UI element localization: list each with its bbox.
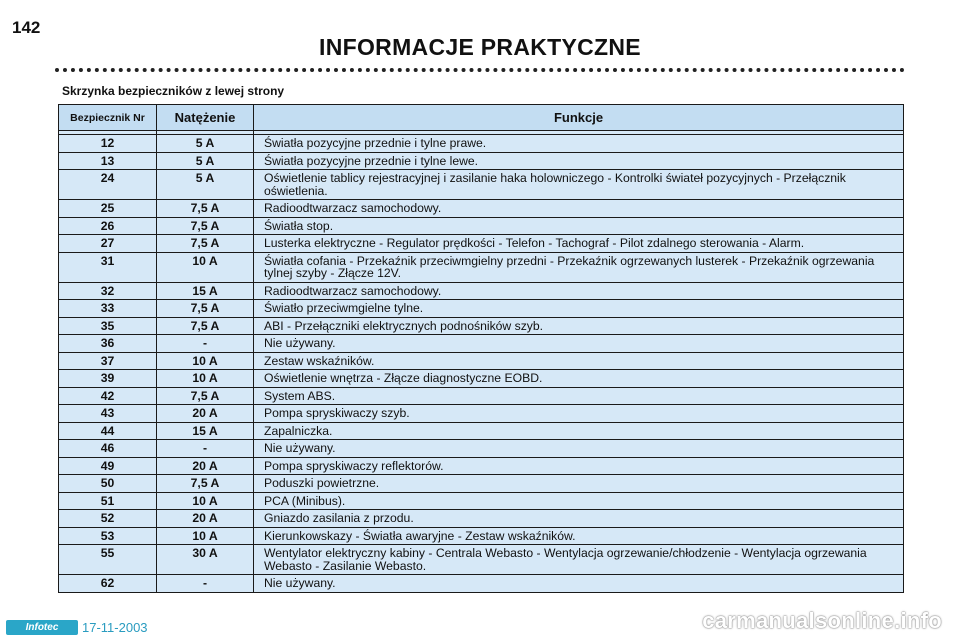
function-cell: Zapalniczka. <box>254 422 904 440</box>
table-row <box>59 492 904 510</box>
function-cell: Radioodtwarzacz samochodowy. <box>254 200 904 218</box>
function-cell: Nie używany. <box>254 335 904 353</box>
amperage-cell: 5 A <box>157 135 254 153</box>
function-cell: Światła pozycyjne przednie i tylne prawe. <box>254 135 904 153</box>
table-row <box>59 282 904 300</box>
table-row <box>59 335 904 353</box>
amperage-cell: 7,5 A <box>157 317 254 335</box>
table-row <box>59 300 904 318</box>
amperage-cell: 5 A <box>157 170 254 200</box>
function-cell: Światła cofania - Przekaźnik przeciwmgielny przedni - Przekaźnik ogrzewanych lusterek - Przekaźnik ogrzewania tylnej szyby - Złącze 12V. <box>254 252 904 282</box>
function-cell: Światła stop. <box>254 217 904 235</box>
function-cell: Gniazdo zasilania z przodu. <box>254 510 904 528</box>
amperage-cell: 10 A <box>157 492 254 510</box>
fuse-number-cell: 13 <box>59 152 157 170</box>
page-title: INFORMACJE PRAKTYCZNE <box>319 34 641 60</box>
function-cell: Światło przeciwmgielne tylne. <box>254 300 904 318</box>
function-cell: Wentylator elektryczny kabiny - Centrala Webasto - Wentylacja ogrzewanie/chłodzenie - Wentylacja ogrzewania Webasto - Zasilanie Webasto. <box>254 545 904 575</box>
fuse-number-cell: 55 <box>59 545 157 575</box>
function-cell: Poduszki powietrzne. <box>254 475 904 493</box>
column-header-amperage: Natężenie <box>157 105 254 131</box>
dotted-divider <box>55 68 905 72</box>
table-row <box>59 440 904 458</box>
fuse-number-cell: 37 <box>59 352 157 370</box>
table-row <box>59 252 904 282</box>
fuse-number-cell: 44 <box>59 422 157 440</box>
function-cell: System ABS. <box>254 387 904 405</box>
table-row <box>59 510 904 528</box>
amperage-cell: 30 A <box>157 545 254 575</box>
fuse-number-cell: 53 <box>59 527 157 545</box>
amperage-cell: 5 A <box>157 152 254 170</box>
amperage-cell: 10 A <box>157 252 254 282</box>
table-row <box>59 135 904 153</box>
fuse-number-cell: 12 <box>59 135 157 153</box>
amperage-cell: 20 A <box>157 457 254 475</box>
fuse-number-cell: 36 <box>59 335 157 353</box>
fuse-table <box>58 104 904 593</box>
function-cell: Oświetlenie wnętrza - Złącze diagnostyczne EOBD. <box>254 370 904 388</box>
table-row <box>59 235 904 253</box>
table-row <box>59 152 904 170</box>
amperage-cell: 10 A <box>157 527 254 545</box>
amperage-cell: 7,5 A <box>157 300 254 318</box>
table-row <box>59 352 904 370</box>
amperage-cell: 10 A <box>157 352 254 370</box>
fuse-number-cell: 35 <box>59 317 157 335</box>
table-row <box>59 575 904 593</box>
function-cell: Oświetlenie tablicy rejestracyjnej i zasilanie haka holowniczego - Kontrolki świateł pozycyjnych - Przełącznik oświetlenia. <box>254 170 904 200</box>
table-row <box>59 457 904 475</box>
table-row <box>59 545 904 575</box>
table-row <box>59 387 904 405</box>
function-cell: Pompa spryskiwaczy szyb. <box>254 405 904 423</box>
column-header-fuse-number: Bezpiecznik Nr <box>59 105 157 131</box>
fuse-number-cell: 50 <box>59 475 157 493</box>
table-row <box>59 475 904 493</box>
table-row <box>59 405 904 423</box>
fuse-number-cell: 33 <box>59 300 157 318</box>
function-cell: ABI - Przełączniki elektrycznych podnośników szyb. <box>254 317 904 335</box>
amperage-cell: 7,5 A <box>157 217 254 235</box>
amperage-cell: 10 A <box>157 370 254 388</box>
table-row <box>59 217 904 235</box>
fuse-number-cell: 27 <box>59 235 157 253</box>
function-cell: Lusterka elektryczne - Regulator prędkości - Telefon - Tachograf - Pilot zdalnego sterowania - Alarm. <box>254 235 904 253</box>
amperage-cell: 20 A <box>157 510 254 528</box>
fuse-number-cell: 51 <box>59 492 157 510</box>
table-row <box>59 527 904 545</box>
function-cell: Radioodtwarzacz samochodowy. <box>254 282 904 300</box>
fuse-table-body <box>59 131 904 593</box>
amperage-cell: 15 A <box>157 282 254 300</box>
fuse-number-cell: 31 <box>59 252 157 282</box>
table-row <box>59 200 904 218</box>
function-cell: Nie używany. <box>254 440 904 458</box>
amperage-cell: 7,5 A <box>157 200 254 218</box>
fuse-number-cell: 46 <box>59 440 157 458</box>
amperage-cell: 7,5 A <box>157 235 254 253</box>
table-row <box>59 370 904 388</box>
fuse-number-cell: 24 <box>59 170 157 200</box>
table-row <box>59 170 904 200</box>
function-cell: Pompa spryskiwaczy reflektorów. <box>254 457 904 475</box>
fuse-number-cell: 39 <box>59 370 157 388</box>
fuse-number-cell: 62 <box>59 575 157 593</box>
amperage-cell: - <box>157 575 254 593</box>
function-cell: Światła pozycyjne przednie i tylne lewe. <box>254 152 904 170</box>
page-number: 142 <box>12 18 41 37</box>
section-heading: Skrzynka bezpieczników z lewej strony <box>62 84 285 98</box>
function-cell: PCA (Minibus). <box>254 492 904 510</box>
table-row <box>59 422 904 440</box>
fuse-number-cell: 32 <box>59 282 157 300</box>
fuse-number-cell: 25 <box>59 200 157 218</box>
fuse-number-cell: 52 <box>59 510 157 528</box>
function-cell: Kierunkowskazy - Światła awaryjne - Zestaw wskaźników. <box>254 527 904 545</box>
infotec-logo: Infotec <box>6 620 78 635</box>
watermark: carmanualsonline.info <box>702 608 942 633</box>
amperage-cell: 15 A <box>157 422 254 440</box>
amperage-cell: 7,5 A <box>157 475 254 493</box>
footer-date: 17-11-2003 <box>82 620 148 635</box>
table-row <box>59 317 904 335</box>
amperage-cell: - <box>157 440 254 458</box>
function-cell: Nie używany. <box>254 575 904 593</box>
fuse-number-cell: 26 <box>59 217 157 235</box>
function-cell: Zestaw wskaźników. <box>254 352 904 370</box>
table-header-row <box>59 105 904 131</box>
fuse-number-cell: 49 <box>59 457 157 475</box>
amperage-cell: - <box>157 335 254 353</box>
fuse-number-cell: 42 <box>59 387 157 405</box>
column-header-functions: Funkcje <box>254 105 904 131</box>
fuse-number-cell: 43 <box>59 405 157 423</box>
amperage-cell: 7,5 A <box>157 387 254 405</box>
amperage-cell: 20 A <box>157 405 254 423</box>
